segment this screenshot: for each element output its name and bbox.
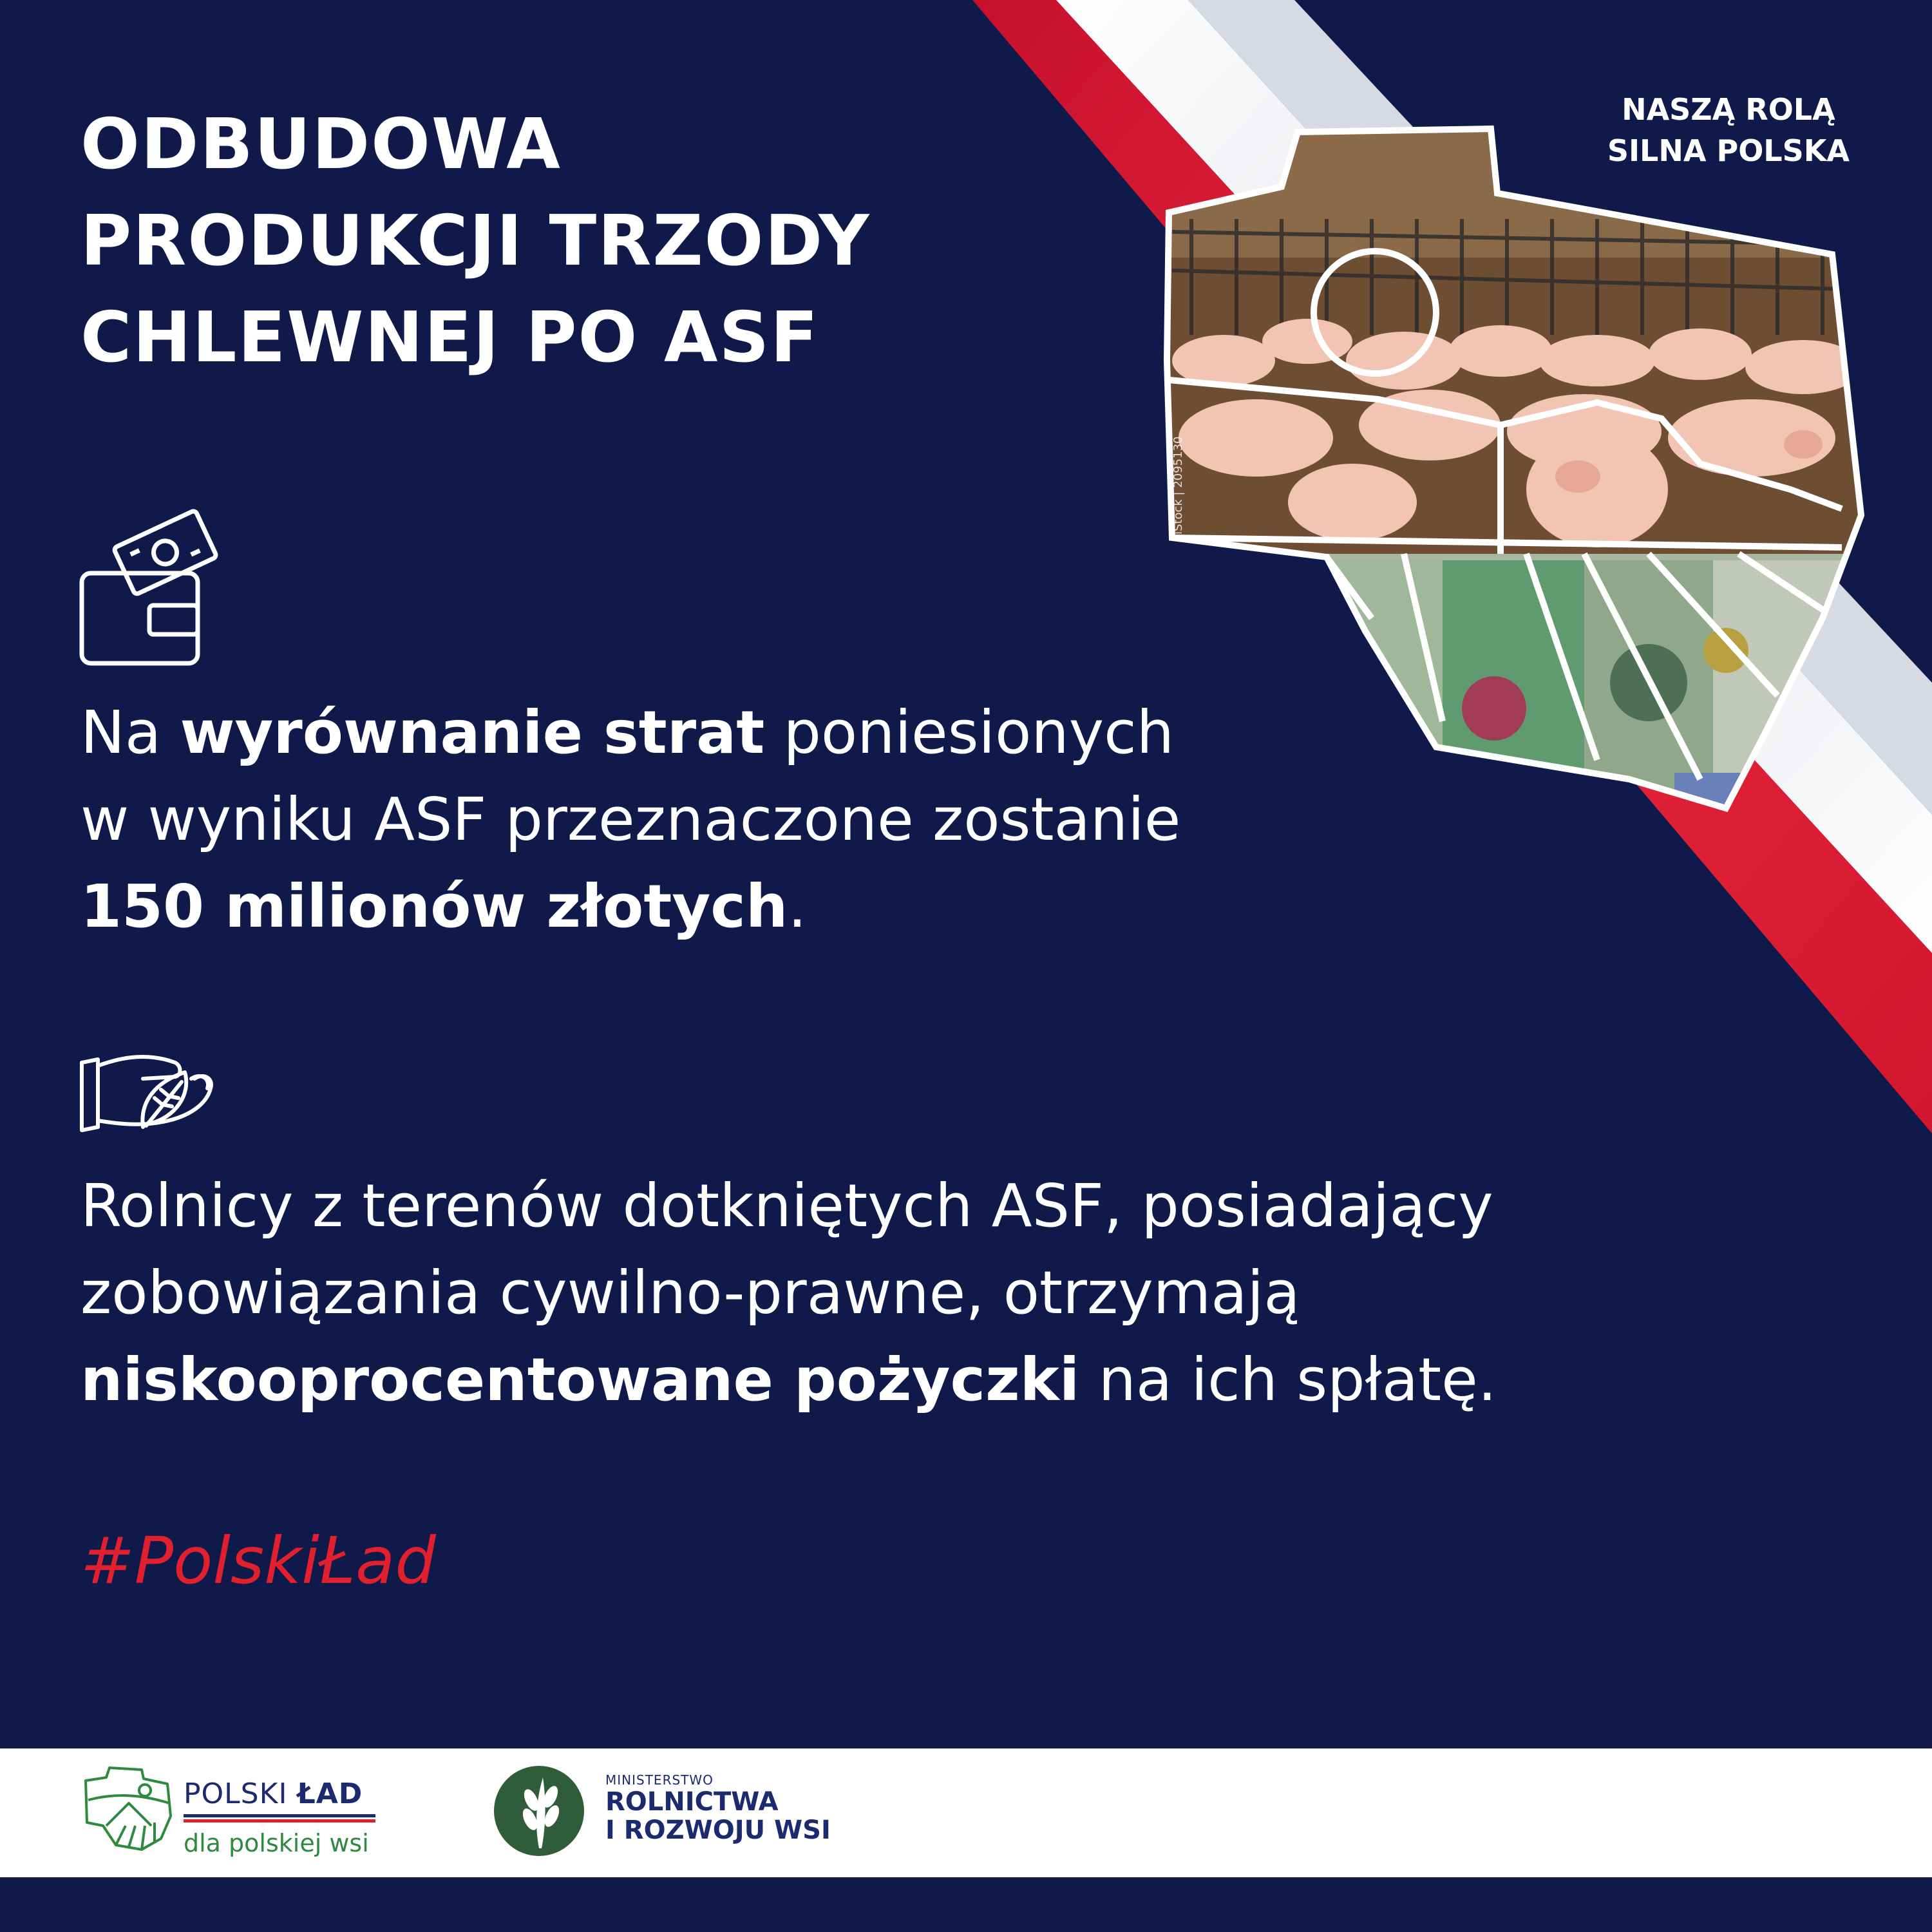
wallet-money-icon [79,509,220,670]
polski-lad-red-line [184,1819,375,1823]
hashtag: #PolskiŁad [80,1523,436,1598]
title-line-1: ODBUDOWA [80,104,562,185]
section2-bold-loans: niskooprocentowane pożyczki [80,1345,1080,1414]
section1-bold-losses: wyrównanie strat [180,698,765,767]
hand-leaf-icon [79,1043,220,1140]
ministry-line-2: I ROZWOJU WSI [605,1815,831,1845]
title-line-2: PRODUKCJI TRZODY [80,201,871,281]
section2-text-end: na ich spłatę. [1079,1345,1497,1414]
photo-watermark: iStock | 2095130 [1171,436,1185,535]
section1-text-part: Na [80,698,180,767]
footer-bottom-bar [0,1877,1932,1932]
ministry-text [605,1772,831,1844]
polski-lad-title [184,1777,375,1810]
polski-lad-blue-line [184,1814,375,1817]
polski-lad-text [184,1777,375,1857]
ministry-line-1: ROLNICTWA [605,1787,779,1817]
section1-text [80,689,1180,950]
polski-lad-logo-icon [80,1765,174,1855]
slogan [1607,89,1850,171]
section1-line-2: w wyniku ASF przeznaczone zostanie [80,785,1181,854]
section2-text [80,1162,1497,1423]
ministry-small-label: MINISTERSTWO [605,1772,714,1788]
title-line-3: CHLEWNEJ PO ASF [80,298,820,378]
slogan-line-1: NASZĄ ROLĄ [1622,92,1835,127]
polski-lad-title-normal: POLSKI [184,1777,298,1810]
slogan-line-2: SILNA POLSKA [1607,133,1850,168]
polski-lad-title-bold: ŁAD [297,1777,363,1810]
section2-line-1: Rolnicy z terenów dotkniętych ASF, posiadający [80,1171,1493,1240]
ministry-wheat-logo-icon [493,1765,586,1858]
polski-lad-subtitle: dla polskiej wsi [184,1829,369,1857]
section1-bold-amount: 150 milionów złotych [80,872,788,941]
section1-period: . [788,872,807,941]
section2-line-2: zobowiązania cywilno-prawne, otrzymają [80,1258,1300,1327]
page-title [80,97,871,386]
section1-text-part-2: poniesionych [764,698,1175,767]
